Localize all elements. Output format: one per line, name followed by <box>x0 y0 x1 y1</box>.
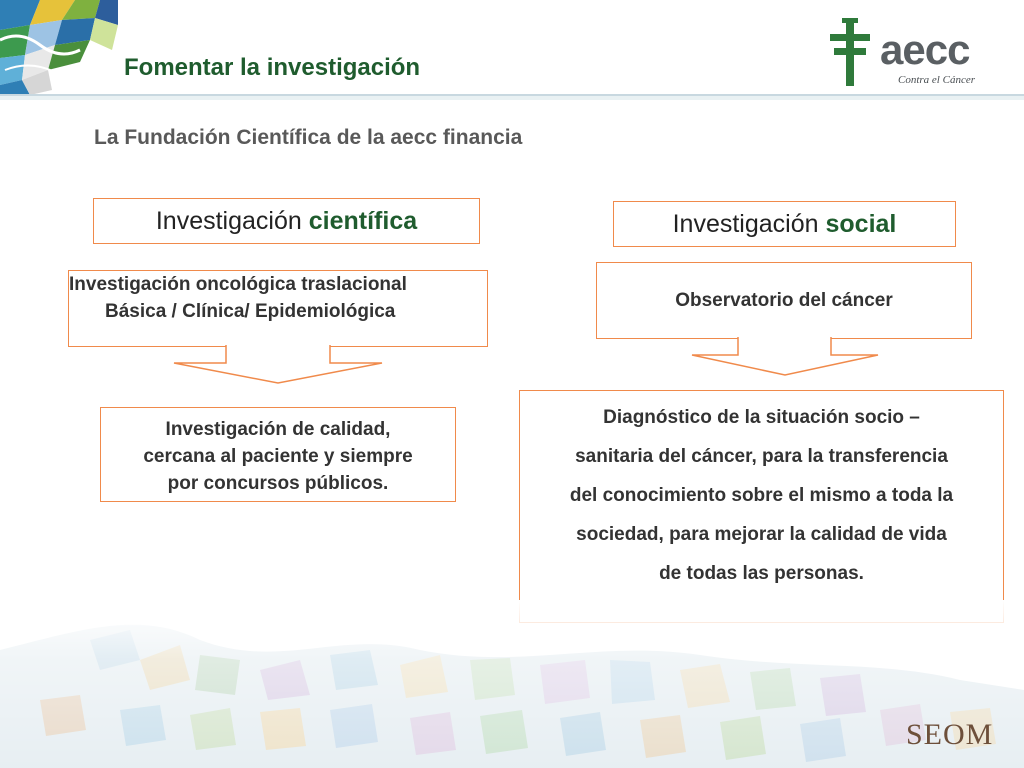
scientific-research-heading <box>93 198 480 244</box>
down-arrow-right <box>688 337 882 379</box>
quality-box-line-2: cercana al paciente y siempre <box>143 446 413 467</box>
down-arrow-left <box>170 345 386 387</box>
social-heading-accent: social <box>825 209 897 238</box>
section-subtitle: La Fundación Científica de la aecc financia <box>94 126 523 149</box>
quality-research-box <box>100 407 456 502</box>
diagnosis-box <box>519 390 1004 623</box>
quality-box-line-3: por concursos públicos. <box>167 473 389 494</box>
aecc-logo-tagline: Contra el Cáncer <box>898 74 975 86</box>
scientific-heading-accent: científica <box>308 206 418 235</box>
header-divider <box>0 94 1024 100</box>
cancer-observatory-box: Observatorio del cáncer <box>596 262 972 339</box>
quality-box-line-1: Investigación de calidad, <box>165 419 391 440</box>
seom-logo-text: SEOM <box>906 718 994 751</box>
aecc-logo-text: aecc <box>880 26 970 73</box>
diagnosis-box-line-5: de todas las personas. <box>659 563 864 584</box>
cross-icon <box>824 18 876 88</box>
oncology-box-line-1: Investigación oncológica traslacional <box>69 274 407 295</box>
social-heading-plain: Investigación <box>672 209 819 238</box>
mosaic-background-image <box>0 600 1024 768</box>
diagnosis-box-line-1: Diagnóstico de la situación socio – <box>603 407 920 428</box>
mosaic-logo-image <box>0 0 118 95</box>
scientific-heading-plain: Investigación <box>155 206 302 235</box>
diagnosis-box-line-2: sanitaria del cáncer, para la transferencia <box>575 446 948 467</box>
social-research-heading <box>613 201 956 247</box>
diagnosis-box-line-4: sociedad, para mejorar la calidad de vida <box>576 524 947 545</box>
diagnosis-box-line-3: del conocimiento sobre el mismo a toda la <box>569 485 954 506</box>
oncology-research-box <box>68 270 488 347</box>
page-title: Fomentar la investigación <box>124 54 421 81</box>
oncology-box-line-2: Básica / Clínica/ Epidemiológica <box>105 301 396 322</box>
